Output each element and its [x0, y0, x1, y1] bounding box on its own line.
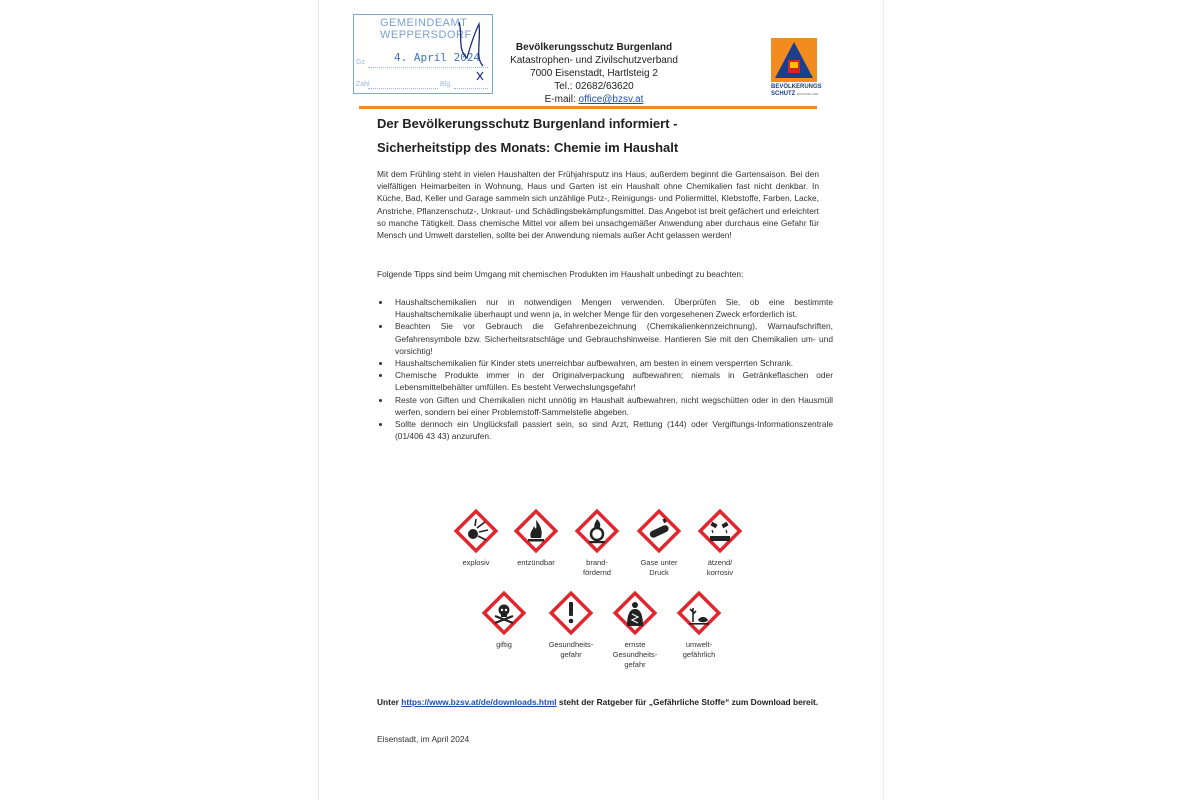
hazard-serious-health [600, 590, 670, 670]
gas-cylinder-icon [636, 508, 682, 554]
hazard-label: Gesundheits- gefahr [548, 640, 594, 659]
header-divider [359, 106, 817, 109]
hazard-health [536, 590, 606, 660]
org-address: 7000 Eisenstadt, Hartlsteig 2 [530, 68, 658, 79]
place-date: Eisenstadt, im April 2024 [377, 734, 470, 744]
hazard-label: giftig [496, 640, 512, 649]
list-item: • Chemische Produkte immer in der Originalverpackung aufbewahren; niemals in Getränkeflaschen oder Lebensmittelbehälter umfüllen. Es besteht Verwechslungsgefahr! [391, 369, 833, 393]
intro-paragraph: Mit dem Frühling steht in vielen Haushalten der Frühjahrsputz ins Haus, außerdem beginnt die Gartensaison. Bei den vielfältigen Heimarbeiten in Wohnung, Haus und Garten ist ein Haushalt ohne Chemikalien fast nicht denkbar. In Küche, Bad, Keller und Garage sammeln sich unzählige Putz-, Reinigungs- und Poliermittel, Klebstoffe, Farben, Lacke, Anstriche, Pflanzenschutz-, Unkraut- und Schädlingsbekämpfungsmittel. Das Angebot ist breit gefächert und erleichtert so manche Tätigkeit. Dass chemische Mittel vor allem bei unsachgemäßer Anwendung aber durchaus eine Gefahr für Mensch und Umwelt darstellen, sollte bei der Anwendung niemals außer Acht gelassen werden! [377, 169, 819, 241]
list-item: • Reste von Giften und Chemikalien nicht unnötig im Haushalt aufbewahren, nicht wegschütten oder in den Hausmüll werfen, sondern bei einer Problemstoff-Sammelstelle abgeben. [391, 394, 833, 418]
hazard-label: Gase unter Druck [640, 558, 678, 577]
org-subtitle: Katastrophen- und Zivilschutzverband [510, 55, 678, 66]
stamp-zahl-label: Zahl [356, 81, 370, 88]
hazard-environment [664, 590, 734, 660]
health-hazard-icon [612, 590, 658, 636]
list-item: • Sollte dennoch ein Unglücksfall passiert sein, so sind Arzt, Rettung (144) oder Vergiftungs-Informationszentrale (01/406 43 43) anzurufen. [391, 418, 833, 442]
download-link[interactable]: https://www.bzsv.at/de/downloads.html [401, 697, 557, 707]
organization-logo [771, 38, 822, 106]
tips-lead: Folgende Tipps sind beim Umgang mit chemischen Produkten im Haushalt unbedingt zu beachten: [377, 269, 744, 279]
stamp-date: 4. April 2024 [394, 51, 481, 64]
stamp-gz-label: Gz [356, 59, 365, 66]
download-suffix: steht der Ratgeber für „Gefährliche Stoffe“ zum Download bereit. [556, 697, 819, 707]
hazard-flammable [501, 508, 571, 568]
explosive-icon [453, 508, 499, 554]
stamp-line-1: GEMEINDEAMT [380, 17, 468, 29]
logo-emblem-icon [771, 38, 817, 82]
download-note [377, 696, 819, 709]
document-page [318, 0, 884, 800]
hazard-toxic [469, 590, 539, 650]
email-label: E-mail: [544, 94, 579, 105]
corrosion-icon [697, 508, 743, 554]
hazard-corrosive [685, 508, 755, 578]
hazard-label: entzündbar [517, 558, 555, 567]
list-item: • Beachten Sie vor Gebrauch die Gefahrenbezeichnung (Chemikalienkennzeichnung), Warnaufschriften, Gefahrensymbole bzw. Sicherheitsratschläge und Gebrauchshinweise. Hantieren Sie mit den Chemikalien um- und vorsichtig! [391, 320, 833, 357]
flame-over-circle-icon [574, 508, 620, 554]
org-name: Bevölkerungsschutz Burgenland [515, 42, 673, 53]
hazard-label: umwelt- gefährlich [682, 640, 716, 659]
flame-icon [513, 508, 559, 554]
exclamation-mark-icon [548, 590, 594, 636]
logo-text-1: BEVÖLKERUNGS [771, 84, 822, 90]
stamp-blg-label: Blg. [440, 81, 453, 88]
list-item: • Haushaltschemikalien nur in notwendigen Mengen verwenden. Überprüfen Sie, ob eine bestimmte Haushaltschemikalie überhaupt und wenn ja, in welcher Menge für den vorgesehenen Zweck erforderlich ist. [391, 296, 833, 320]
org-email-line [479, 93, 709, 106]
hazard-label: ätzend/ korrosiv [706, 558, 734, 577]
hazard-oxidizing [562, 508, 632, 578]
hazard-label: brand- fördernd [583, 558, 611, 577]
logo-brand: BURGENLAND [797, 92, 819, 96]
org-phone: Tel.: 02682/63620 [554, 81, 634, 92]
hazard-label: explosiv [462, 558, 490, 567]
download-prefix: Unter [377, 697, 402, 707]
hazard-gas [624, 508, 694, 578]
skull-crossbones-icon [481, 590, 527, 636]
title-line-1: Der Bevölkerungsschutz Burgenland informiert - [377, 116, 678, 131]
environment-icon [676, 590, 722, 636]
logo-text-2: SCHUTZ [771, 91, 796, 97]
hazard-label: ernste Gesundheits- gefahr [612, 640, 658, 669]
tips-list [377, 296, 833, 442]
organization-header [479, 41, 709, 106]
logo-text-row [771, 91, 819, 98]
title-line-2: Sicherheitstipp des Monats: Chemie im Haushalt [377, 140, 679, 155]
list-item: • Haushaltschemikalien für Kinder stets unerreichbar aufbewahren, am besten in einem versperrten Schrank. [391, 357, 833, 369]
stamp-line-2: WEPPERSDORF [380, 29, 472, 41]
email-link[interactable]: office@bzsv.at [578, 94, 644, 105]
